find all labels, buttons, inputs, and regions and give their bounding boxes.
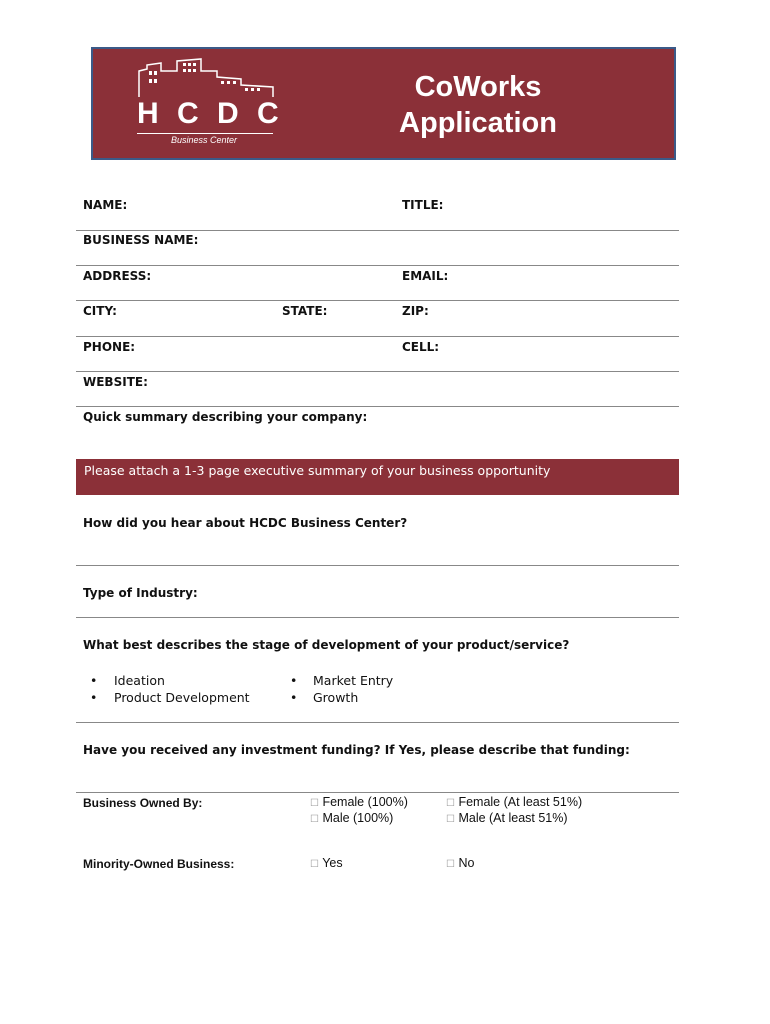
divider (76, 722, 679, 723)
checkbox-icon[interactable]: ☐ (310, 798, 319, 809)
website-label: WEBSITE: (83, 375, 148, 389)
header-banner (91, 47, 676, 160)
city-label: CITY: (83, 304, 117, 318)
minority-no-option[interactable]: ☐ No (446, 856, 475, 870)
stage-option-market-entry: Market Entry (313, 673, 394, 688)
funding-question: Have you received any investment funding? If Yes, please describe that funding: (83, 743, 630, 757)
title-label: TITLE: (402, 198, 444, 212)
divider (76, 371, 679, 372)
cell-label: CELL: (402, 340, 440, 354)
stage-option-product-development: Product Development (114, 690, 250, 705)
divider (76, 336, 679, 337)
checkbox-icon[interactable]: ☐ (310, 859, 319, 870)
page-title (353, 69, 603, 141)
state-label: STATE: (282, 304, 328, 318)
phone-label: PHONE: (83, 340, 136, 354)
logo-letters: H C D C (137, 97, 284, 130)
checkbox-icon[interactable]: ☐ (310, 814, 319, 825)
address-label: ADDRESS: (83, 269, 152, 283)
name-label: NAME: (83, 198, 128, 212)
hear-about-question: How did you hear about HCDC Business Center? (83, 516, 408, 530)
title-line-2: Application (399, 107, 557, 139)
checkbox-icon[interactable]: ☐ (446, 814, 455, 825)
divider (76, 406, 679, 407)
building-icon (137, 57, 277, 97)
owned-female-51-option[interactable]: ☐ Female (At least 51%) (446, 795, 583, 809)
checkbox-icon[interactable]: ☐ (446, 859, 455, 870)
logo-divider (137, 133, 273, 134)
checkbox-icon[interactable]: ☐ (446, 798, 455, 809)
minority-yes-option[interactable]: ☐ Yes (310, 856, 343, 870)
bullet: • (290, 690, 298, 705)
owned-female-100-option[interactable]: ☐ Female (100%) (310, 795, 408, 809)
bullet: • (290, 673, 298, 688)
divider (76, 617, 679, 618)
email-label: EMAIL: (402, 269, 449, 283)
summary-label: Quick summary describing your company: (83, 410, 368, 424)
owned-male-100-option[interactable]: ☐ Male (100%) (310, 811, 394, 825)
stage-question: What best describes the stage of development of your product/service? (83, 638, 570, 652)
owned-male-51-option[interactable]: ☐ Male (At least 51%) (446, 811, 568, 825)
title-line-1: CoWorks (414, 71, 542, 103)
zip-label: ZIP: (402, 304, 429, 318)
banner-text: Please attach a 1-3 page executive summary of your business opportunity (84, 463, 551, 478)
divider (76, 230, 679, 231)
industry-question: Type of Industry: (83, 586, 198, 600)
divider (76, 792, 679, 793)
logo-subtitle: Business Center (171, 135, 238, 145)
minority-label: Minority-Owned Business: (83, 857, 235, 871)
owned-by-label: Business Owned By: (83, 796, 203, 810)
stage-option-ideation: Ideation (114, 673, 165, 688)
divider (76, 300, 679, 301)
divider (76, 565, 679, 566)
bullet: • (90, 690, 98, 705)
hcdc-logo (137, 57, 284, 149)
bullet: • (90, 673, 98, 688)
business-name-label: BUSINESS NAME: (83, 233, 199, 247)
divider (76, 265, 679, 266)
stage-option-growth: Growth (313, 690, 359, 705)
attach-summary-banner (76, 459, 679, 495)
